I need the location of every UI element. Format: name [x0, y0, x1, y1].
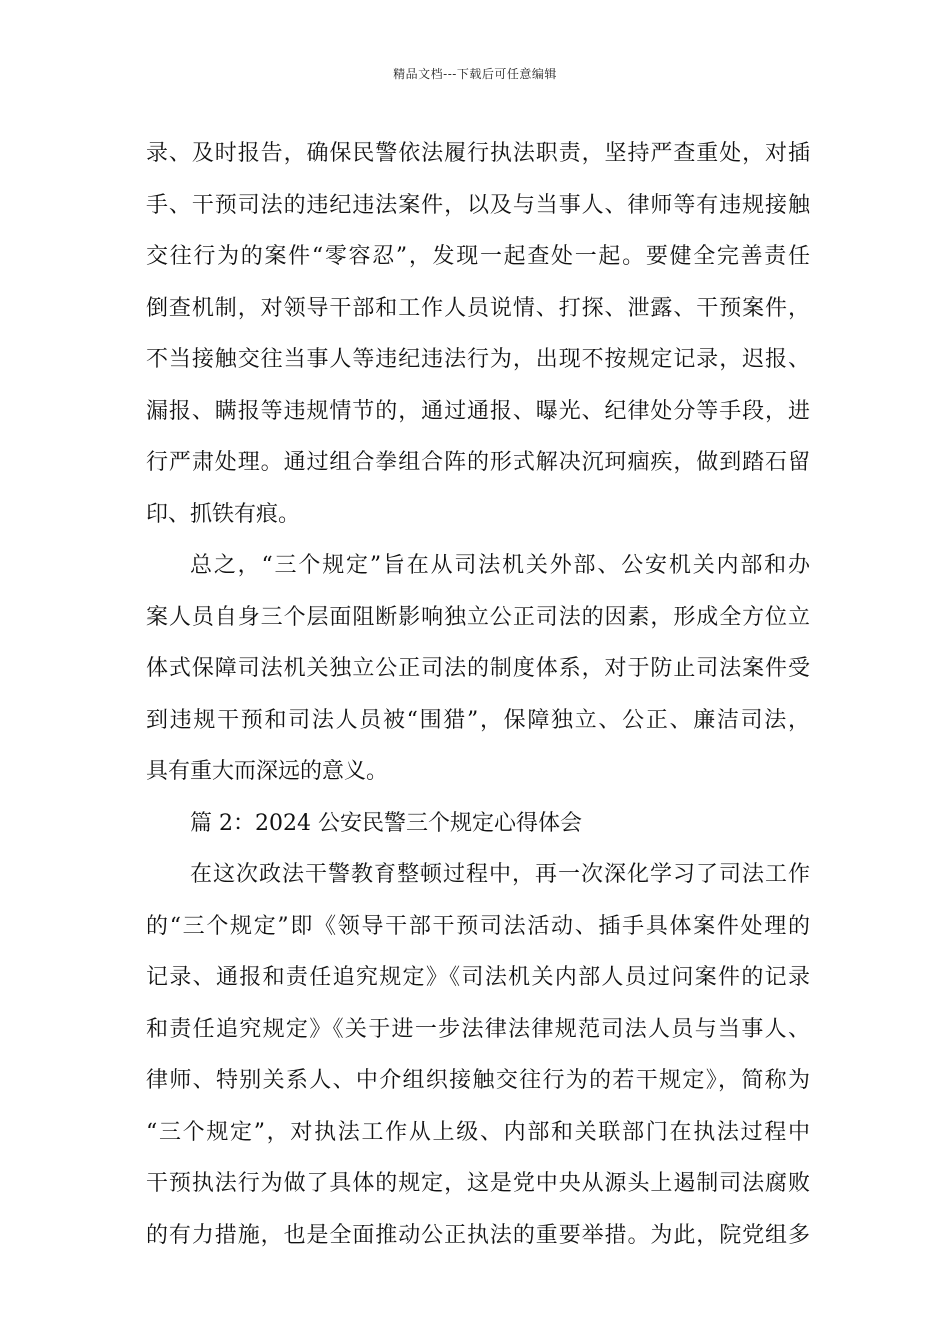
text-line: 不当接触交往当事人等违纪违法行为，出现不按规定记录，迟报、	[146, 347, 810, 372]
text-line: 行严肃处理。通过组合拳组合阵的形式解决沉珂痼疾，做到踏石留	[146, 450, 810, 475]
paragraph-first-line: 在这次政法干警教育整顿过程中，再一次深化学习了司法工作	[190, 862, 810, 887]
text-line: 律师、特别关系人、中介组织接触交往行为的若干规定》，简称为	[146, 1068, 810, 1093]
text-line: 手、干预司法的违纪违法案件，以及与当事人、律师等有违规接触	[146, 192, 810, 218]
text-line: 干预执法行为做了具体的规定，这是党中央从源头上遏制司法腐败	[146, 1171, 810, 1196]
text-line: 的有力措施，也是全面推动公正执法的重要举措。为此，院党组多	[146, 1222, 810, 1248]
text-line: 到违规干预和司法人员被“围猎”，保障独立、公正、廉洁司法，	[146, 707, 810, 733]
text-line: 体式保障司法机关独立公正司法的制度体系，对于防止司法案件受	[146, 656, 810, 681]
text-line: 印、抓铁有痕。	[146, 501, 301, 527]
section-heading: 篇 2：2024 公安民警三个规定心得体会	[190, 810, 582, 836]
text-line: 案人员自身三个层面阻断影响独立公正司法的因素，形成全方位立	[146, 604, 810, 630]
text-line: 倒查机制，对领导干部和工作人员说情、打探、泄露、干预案件，	[146, 295, 810, 321]
text-line: 的“三个规定”即《领导干部干预司法活动、插手具体案件处理的	[146, 913, 810, 939]
paragraph-first-line: 总之，“三个规定”旨在从司法机关外部、公安机关内部和办	[190, 553, 810, 578]
text-line: 记录、通报和责任追究规定》《司法机关内部人员过问案件的记录	[146, 965, 810, 990]
page-header: 精品文档---下载后可任意编辑	[393, 67, 557, 81]
text-line: “三个规定”，对执法工作从上级、内部和关联部门在执法过程中	[146, 1119, 810, 1145]
text-line: 漏报、瞒报等违规情节的，通过通报、曝光、纪律处分等手段，进	[146, 398, 810, 424]
text-line: 录、及时报告，确保民警依法履行执法职责，坚持严查重处，对插	[146, 141, 810, 166]
text-line: 交往行为的案件“零容忍”，发现一起查处一起。要健全完善责任	[146, 244, 810, 269]
text-line: 具有重大而深远的意义。	[146, 759, 389, 784]
text-line: 和责任追究规定》《关于进一步法律法律规范司法人员与当事人、	[146, 1016, 810, 1042]
document-body	[146, 128, 810, 1261]
